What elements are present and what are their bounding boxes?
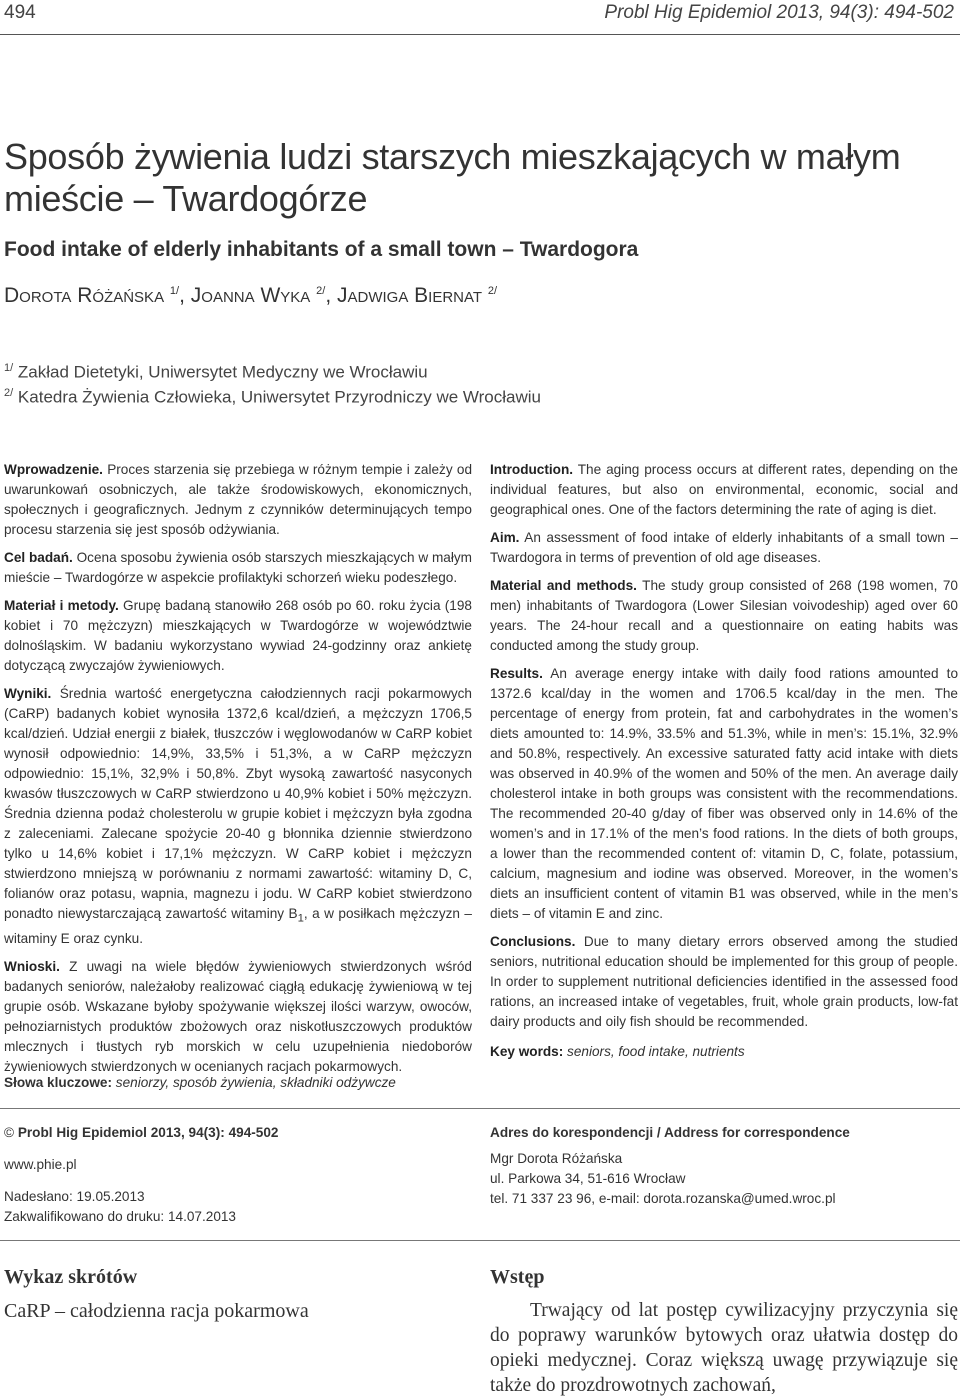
- affiliation-mark: 2/: [4, 387, 14, 399]
- section-label: Wyniki.: [4, 686, 52, 701]
- section-label: Wprowadzenie.: [4, 462, 103, 477]
- section-text: Proces starzenia się przebiega w różnym tempie i zależy od uwarunkowań osobniczych, ale także środowiskowych, ekonomicznych, społecznych i geograficznych. Jednym z czynników determinujących tempo procesu starzenia się jest sposób odżywiania.: [4, 462, 472, 537]
- copyright-icon: ©: [4, 1125, 15, 1140]
- section-text: The aging process occurs at different rates, depending on the individual features, but also on environmental, economic, social and geographical ones. One of the factors determining the rate of aging is diet.: [490, 462, 958, 517]
- abstract-section: [4, 684, 472, 949]
- abstract-section: [4, 596, 472, 676]
- correspondence-street: ul. Parkowa 34, 51-616 Wrocław: [490, 1171, 686, 1186]
- affiliation-text: Katedra Żywienia Człowieka, Uniwersytet Przyrodniczy we Wrocławiu: [17, 387, 542, 407]
- correspondence-contact[interactable]: tel. 71 337 23 96, e-mail: dorota.rozanska@umed.wroc.pl: [490, 1191, 836, 1206]
- author-separator: ,: [325, 284, 337, 307]
- section-label: Results.: [490, 666, 543, 681]
- footer-divider: [0, 1108, 960, 1109]
- section-label: Wnioski.: [4, 958, 60, 974]
- abstract-section: [4, 460, 472, 540]
- abbreviation-item: CaRP – całodzienna racja pokarmowa: [4, 1300, 309, 1322]
- abstract-polish: [4, 460, 472, 1085]
- publication-info: [4, 1123, 464, 1227]
- author-name: Dorota Różańska: [4, 284, 165, 307]
- introduction-heading: Wstęp: [490, 1266, 545, 1288]
- abstract-section: [490, 664, 958, 924]
- article-title: Sposób żywienia ludzi starszych mieszkających w małym mieście – Twardogórze: [4, 136, 901, 219]
- affiliation-text: Zakład Dietetyki, Uniwersytet Medyczny we Wrocławiu: [17, 362, 428, 382]
- page-number: 494: [4, 2, 36, 23]
- keywords-label: Key words:: [490, 1044, 564, 1059]
- author-name: Jadwiga Biernat: [337, 284, 483, 307]
- author-affiliation-mark: 2/: [316, 285, 326, 297]
- subscript: 1: [297, 912, 304, 925]
- section-label: Aim.: [490, 530, 520, 545]
- introduction-body: Trwający od lat postęp cywilizacyjny przyczynia się do poprawy warunków bytowych oraz ułatwia dostęp do opieki medycznej. Coraz większą uwagę przywiązuje się także do prozdrowotnych zachowań,: [490, 1300, 958, 1396]
- abstract-section: [490, 528, 958, 568]
- section-text: Due to many dietary errors observed among the studied seniors, nutritional education should be implemented for this group of people. In order to supplement nutritional deficiencies identified in the assessed food rations, an increased intake of vegetables, fruit, whole grain products, low-fat dairy products and oily fish should be recommended.: [490, 934, 958, 1029]
- abstract-section: [490, 576, 958, 656]
- section-text: An assessment of food intake of elderly inhabitants of a small town – Twardogora in terms of prevention of old age diseases.: [490, 530, 958, 565]
- author-separator: ,: [179, 284, 191, 307]
- article-subtitle: Food intake of elderly inhabitants of a small town – Twardogora: [4, 238, 639, 261]
- correspondence-heading: Adres do korespondencji / Address for correspondence: [490, 1125, 850, 1140]
- section-text: Średnia wartość energetyczna całodziennych racji pokarmowych (CaRP) badanych kobiet wynosiła 1372,6 kcal/dzień, a mężczyzn 1706,5 kcal/dzień. Udział energii z białek, tłuszczów i węglowodanów w CaRP kobiet wynosił odpowiednio: 14,9%, 33,5% i 51,3%, a w CaRP mężczyzn odpowiednio: 15,1%, 32,9% i 50,8%. Zbyt wysoką zawartość nasyconych kwasów tłuszczowych w CaRP stwierdzono u 40,9% kobiet i 50% mężczyzn. Średnia dzienna podaż cholesterolu w grupie kobiet i mężczyzn była zgodna z zaleceniami. Zalecane spożycie 20-40 g błonnika dziennie stwierdzono tylko u 14,6% kobiet i 17,1% mężczyzn. W CaRP kobiet i mężczyzn stwierdzono mniejszą w porównaniu z normami zawartość: witaminy D, C, folianów oraz potasu, wapnia, magnezu i jodu. W CaRP kobiet stwierdzono ponadto niewystarczającą zawartość witaminy B: [4, 686, 472, 921]
- section-label: Materiał i metody.: [4, 598, 119, 613]
- correspondence-address: [490, 1123, 958, 1209]
- section-text: An average energy intake with daily food rations amounted to 1372.6 kcal/day in the women and 1706.5 kcal/day in the men. The percentage of energy from protein, fat and carbohydrates in the women’s diets amounted to: 14.9%, 33.5% and 51.3%, while in men’s: 15.1%, 32.9% and 50.8%, respectively. An excessive saturated fatty acid intake with diets was observed in 40.9% of the women and 50% of the men. An average daily cholesterol intake in both groups was consistent with the recommendations. The recommended 20-40 g/day of fiber was observed only in 14.6% of the women’s and in 17.1% of the men’s food rations. In the diets of both groups, a lower than the recommended content of: vitamin D, C, folate, potassium, calcium, magnesium and iodine was observed. Moreover, in the women’s diets an insufficient content of vitamin B1 was observed, while in the men’s diets – of vitamin E and zinc.: [490, 666, 958, 921]
- affiliation-1: [4, 362, 428, 383]
- section-label: Introduction.: [490, 462, 574, 477]
- abstract-section: [4, 548, 472, 588]
- abstract-section: [4, 957, 472, 1077]
- submission-date: Nadesłano: 19.05.2013: [4, 1189, 145, 1204]
- abstract-section: [490, 932, 958, 1032]
- section-label: Cel badań.: [4, 550, 73, 565]
- section-text-tail: , a w posiłkach mężczyzn – witaminy E oraz cynku.: [4, 906, 472, 946]
- section-label: Conclusions.: [490, 934, 576, 949]
- section-divider: [0, 1240, 960, 1241]
- affiliation-mark: 1/: [4, 362, 14, 374]
- section-text: Ocena sposobu żywienia osób starszych mieszkających w małym mieście – Twardogórze w aspekcie profilaktyki schorzeń wieku podeszłego.: [4, 550, 472, 585]
- section-text: Grupę badaną stanowiło 268 osób po 60. roku życia (198 kobiet i 70 mężczyzn) mieszkających w Twardogórze w województwie dolnośląskim. W badaniu wykorzystano wywiad 24-godzinny oraz ankietę dotyczącą zwyczajów żywieniowych.: [4, 598, 472, 673]
- section-label: Material and methods.: [490, 578, 637, 593]
- keywords-text: seniors, food intake, nutrients: [563, 1044, 745, 1059]
- keywords-polish: [4, 1075, 396, 1090]
- keywords-text: seniorzy, sposób żywienia, składniki odżywcze: [112, 1075, 396, 1090]
- acceptance-date: Zakwalifikowano do druku: 14.07.2013: [4, 1209, 236, 1224]
- author-name: Joanna Wyka: [190, 284, 311, 307]
- author-affiliation-mark: 1/: [169, 285, 180, 297]
- keywords-label: Słowa kluczowe:: [4, 1075, 113, 1090]
- section-text: Z uwagi na wiele błędów żywieniowych stwierdzonych wśród badanych seniorów, należałoby realizować ciągłą edukację żywieniową w tej grupie osób. Wskazane byłoby spożywanie większej ilości warzyw, owoców, pełnoziarnistych produktów zbożowych oraz niskotłuszczowych produktów mlecznych i tłustych ryb morskich w celu uzupełnienia niedoborów żywieniowych stwierdzonych w ocenianych racjach pokarmowych.: [4, 958, 472, 1074]
- introduction-text: [490, 1298, 958, 1398]
- journal-website-link[interactable]: www.phie.pl: [4, 1157, 77, 1172]
- author-affiliation-mark: 2/: [487, 285, 498, 297]
- abbreviations-heading: Wykaz skrótów: [4, 1266, 138, 1288]
- abstract-english: [490, 460, 958, 1070]
- section-text: The study group consisted of 268 (198 women, 70 men) inhabitants of Twardogora (Lower Silesian voivodeship) aged over 60 years. The 24-hour recall and a questionnaire on eating habits was conducted among the study group.: [490, 578, 958, 653]
- abstract-section: [490, 460, 958, 520]
- citation: Probl Hig Epidemiol 2013, 94(3): 494-502: [17, 1125, 279, 1140]
- keywords-english: [490, 1042, 958, 1062]
- author-list: [4, 284, 497, 308]
- header-divider: [0, 34, 960, 35]
- journal-reference: Probl Hig Epidemiol 2013, 94(3): 494-502: [604, 2, 954, 23]
- affiliation-2: [4, 387, 541, 408]
- correspondence-name: Mgr Dorota Różańska: [490, 1151, 623, 1166]
